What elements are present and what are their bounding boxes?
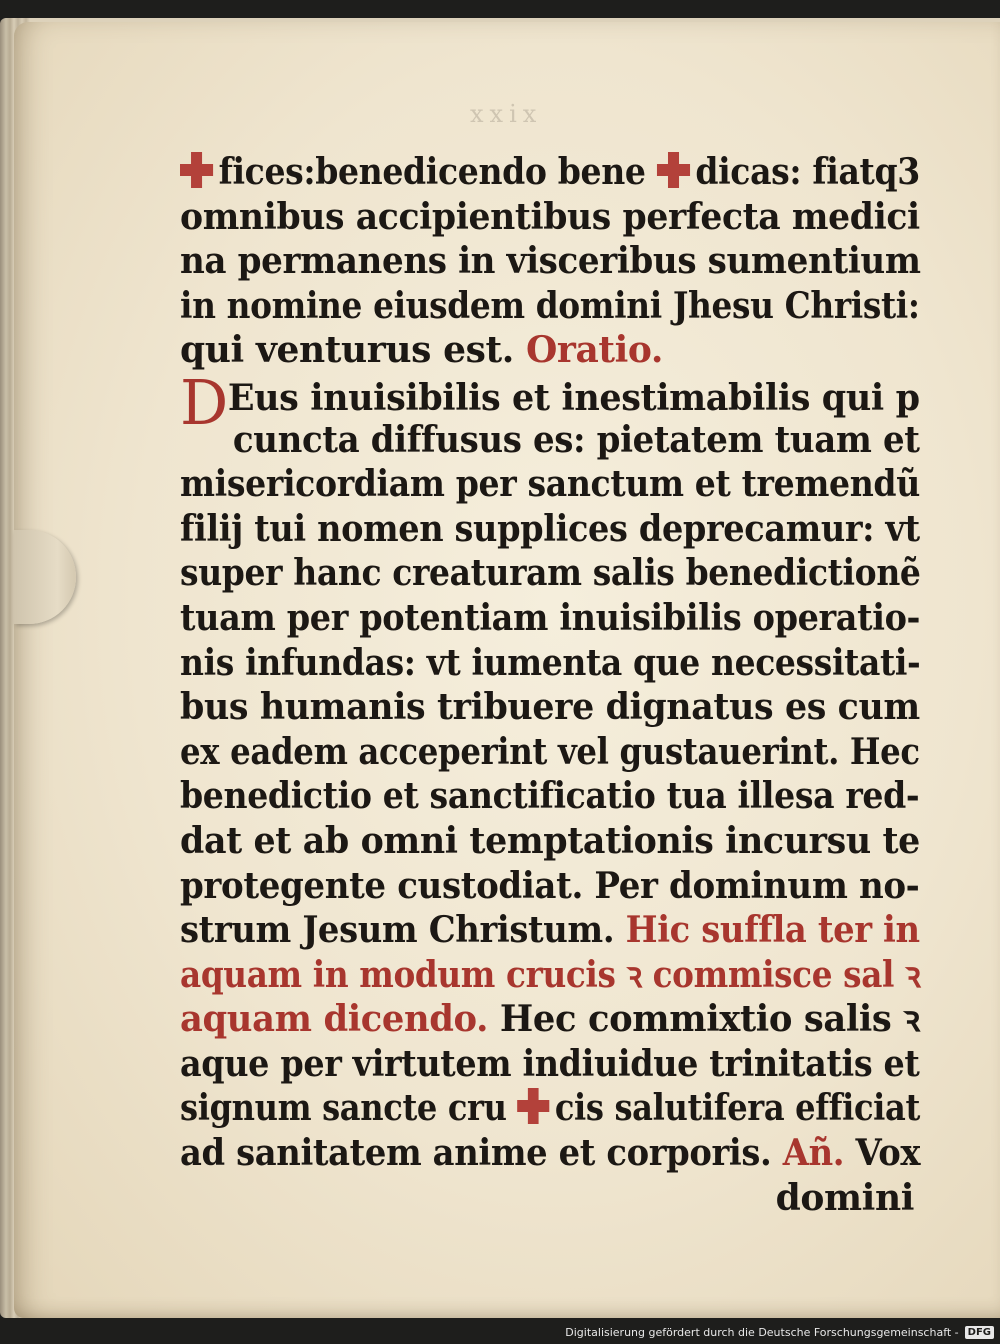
page-text-block xyxy=(180,150,920,1220)
text-line xyxy=(180,365,920,439)
body-text: benedictio et sanctificatio tua illesa red- xyxy=(180,775,920,818)
body-text: cuncta diffusus es: pietatem tuam et xyxy=(232,418,920,461)
text-line xyxy=(180,507,920,552)
rubric-text: Oratio. xyxy=(513,329,664,372)
body-text: ex eadem acceperint vel gustauerint. Hec xyxy=(180,730,920,773)
text-line xyxy=(180,1131,921,1176)
text-line xyxy=(180,328,920,373)
body-text: qui venturus est. xyxy=(180,329,514,372)
body-text: in nomine eiusdem domini Jhesu Christi: xyxy=(180,284,920,327)
body-text: omnibus accipientibus perfecta medici xyxy=(180,195,920,238)
body-text: nis infundas: vt iumenta que necessitati- xyxy=(180,641,921,684)
text-line xyxy=(180,953,921,998)
footer-credit xyxy=(565,1322,994,1342)
text-line xyxy=(180,641,921,686)
body-text: protegente custodiat. Per dominum no- xyxy=(180,864,920,907)
body-text: misericordiam per sanctum et tremendũ xyxy=(180,463,920,506)
text-line xyxy=(180,1042,920,1087)
body-text: na permanens in visceribus sumentium xyxy=(180,240,921,283)
body-text: dat et ab omni temptationis incursu te xyxy=(180,819,920,862)
body-text: super hanc creaturam salis benedictionẽ xyxy=(180,552,921,595)
text-line xyxy=(180,1086,920,1131)
rubric-text: aquam dicendo. xyxy=(180,998,500,1041)
rubric-text: Hic suffla ter in xyxy=(625,909,920,952)
body-text: Vox xyxy=(844,1132,921,1175)
text-line xyxy=(180,774,920,819)
text-line xyxy=(180,997,920,1042)
rubric-text: Añ. xyxy=(782,1132,845,1175)
text-line xyxy=(180,462,920,507)
body-text: Hec commixtio salis ꝛ xyxy=(499,998,920,1041)
body-text: bus humanis tribuere dignatus es cum xyxy=(180,686,920,729)
body-text: filij tui nomen supplices deprecamur: vt xyxy=(180,507,920,550)
body-text: signum sancte cru xyxy=(180,1087,518,1130)
body-text: ad sanitatem anime et corporis. xyxy=(180,1132,783,1175)
text-line xyxy=(180,685,920,730)
body-text: tuam per potentiam inuisibilis operatio- xyxy=(180,596,921,639)
red-cross-icon xyxy=(180,152,213,188)
text-line xyxy=(180,551,921,596)
rubricated-initial: D xyxy=(180,365,228,439)
text-line xyxy=(180,150,920,195)
text-line xyxy=(180,596,921,641)
text-line xyxy=(180,730,920,775)
text-line xyxy=(180,819,920,864)
rubric-text: aquam in modum crucis ꝛ commisce sal ꝛ xyxy=(180,953,921,996)
body-text: aque per virtutem indiuidue trinitatis et xyxy=(180,1042,920,1085)
body-text: dicas: fiatq3 xyxy=(695,151,920,193)
text-line xyxy=(180,418,920,463)
body-text: Eus inuisibilis et inestimabilis qui p xyxy=(227,376,920,419)
text-line xyxy=(180,195,920,240)
text-line xyxy=(180,908,920,953)
text-line xyxy=(180,864,920,909)
red-cross-icon xyxy=(517,1088,549,1124)
body-text: strum Jesum Christum. xyxy=(180,909,626,952)
text-line xyxy=(180,284,920,329)
red-cross-icon xyxy=(657,152,690,188)
text-line xyxy=(180,239,921,284)
dfg-logo-icon: DFG xyxy=(965,1326,994,1339)
page-tab-marker xyxy=(14,530,76,624)
folio-number: xxix xyxy=(470,100,543,128)
body-text: fices:benedicendo bene xyxy=(218,151,657,193)
body-text: cis salutifera efficiat xyxy=(554,1087,920,1130)
catchword: domini xyxy=(775,1176,914,1219)
footer-credit-text: Digitalisierung gefördert durch die Deutsche Forschungsgemeinschaft - xyxy=(565,1325,959,1339)
